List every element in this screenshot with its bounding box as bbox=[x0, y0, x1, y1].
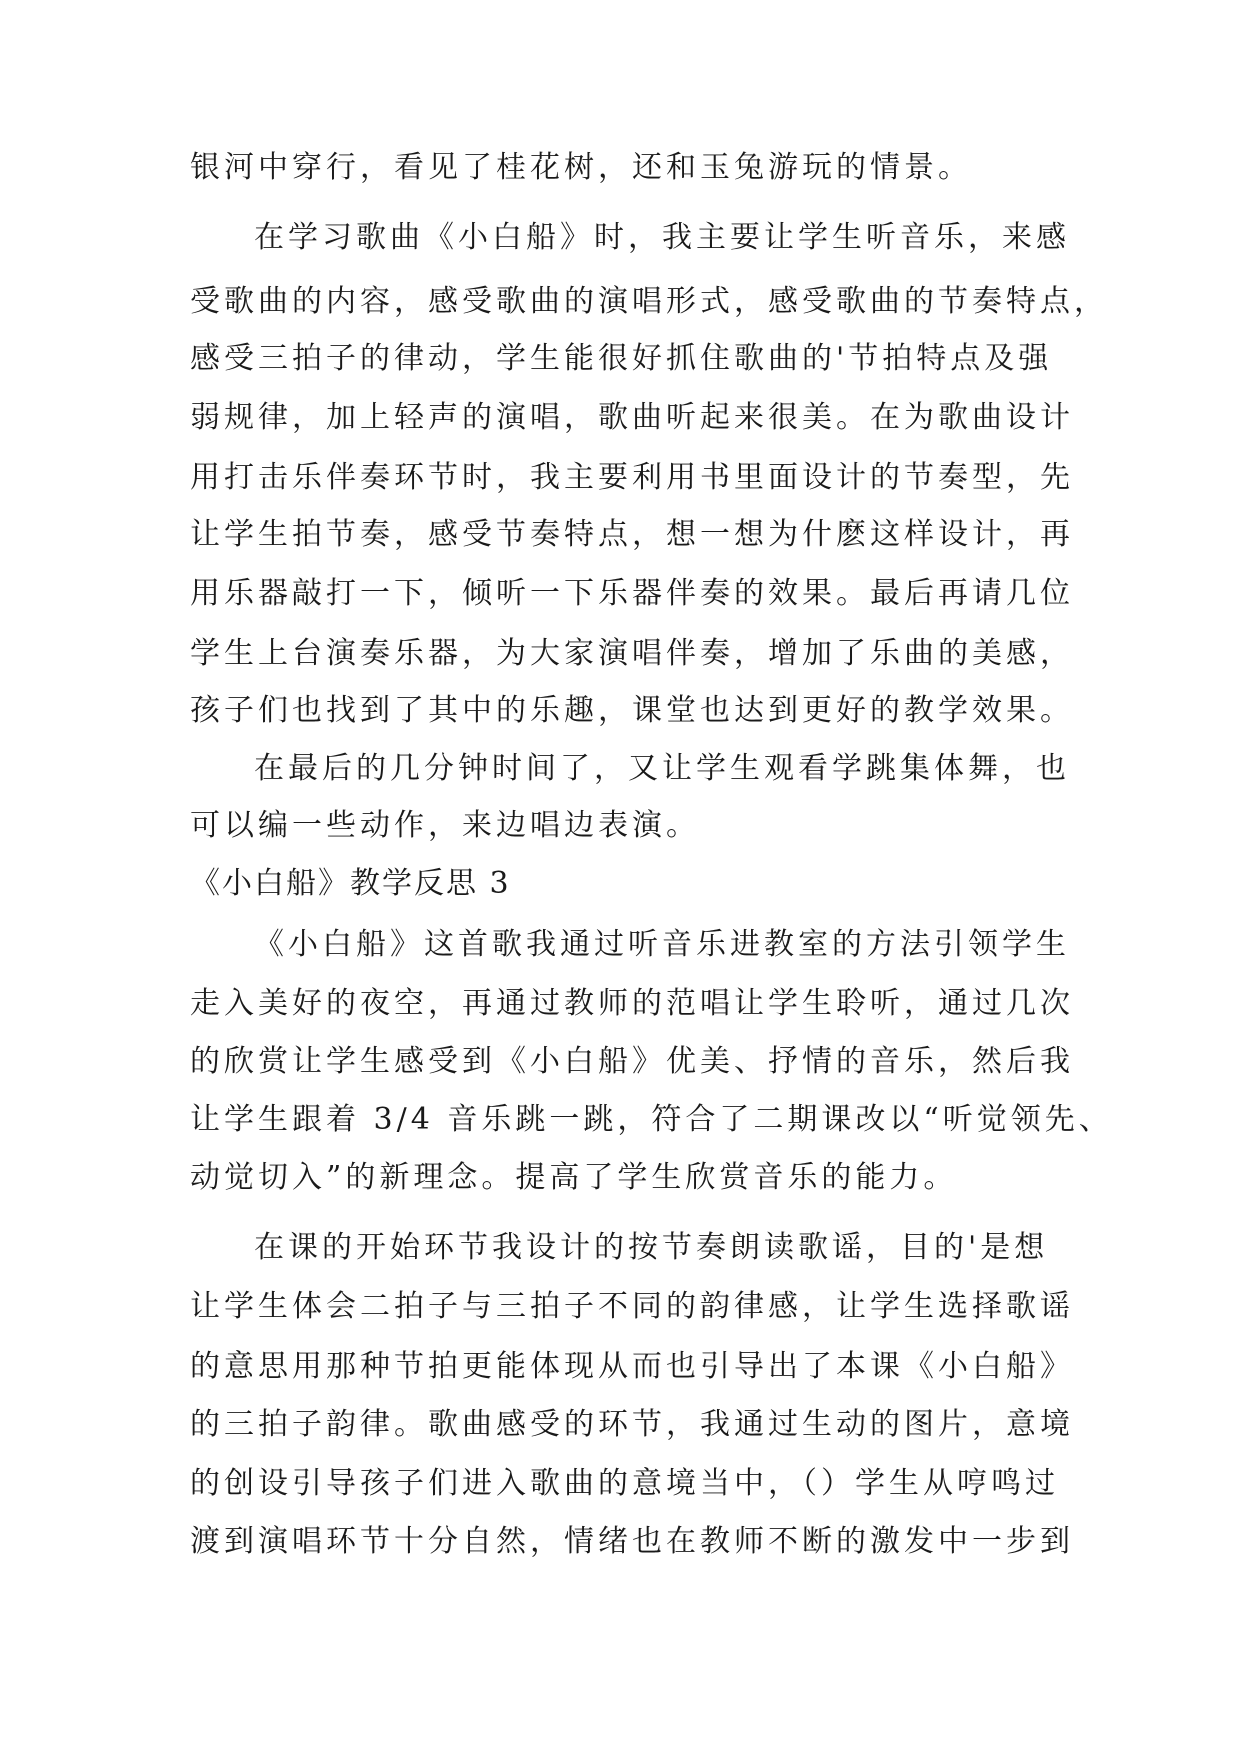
text-line: 让学生跟着 3/4 音乐跳一跳，符合了二期课改以“听觉领先、 bbox=[190, 1102, 1113, 1137]
text-line: 动觉切入”的新理念。提高了学生欣赏音乐的能力。 bbox=[190, 1160, 958, 1195]
text-line: 的意思用那种节拍更能体现从而也引导出了本课《小白船》 bbox=[190, 1349, 1074, 1384]
text-line: 受歌曲的内容，感受歌曲的演唱形式，感受歌曲的节奏特点， bbox=[190, 284, 1108, 319]
text-line: 的创设引导孩子们进入歌曲的意境当中，（）学生从哼鸣过 bbox=[190, 1466, 1059, 1501]
text-line: 银河中穿行，看见了桂花树，还和玉兔游玩的情景。 bbox=[190, 150, 972, 185]
text-line: 孩子们也找到了其中的乐趣，课堂也达到更好的教学效果。 bbox=[190, 693, 1074, 728]
text-line: 学生上台演奏乐器，为大家演唱伴奏，增加了乐曲的美感， bbox=[190, 636, 1074, 671]
section-heading: 《小白船》教学反思 3 bbox=[190, 866, 511, 901]
text-line: 走入美好的夜空，再通过教师的范唱让学生聆听，通过几次 bbox=[190, 986, 1074, 1021]
paragraph-start-line: 在学习歌曲《小白船》时，我主要让学生听音乐，来感 bbox=[254, 220, 1070, 255]
text-line: 感受三拍子的律动，学生能很好抓住歌曲的'节拍特点及强 bbox=[190, 341, 1053, 376]
text-line: 让学生拍节奏，感受节奏特点，想一想为什麽这样设计，再 bbox=[190, 517, 1074, 552]
text-line: 渡到演唱环节十分自然，情绪也在教师不断的激发中一步到 bbox=[190, 1524, 1074, 1559]
text-line: 让学生体会二拍子与三拍子不同的韵律感，让学生选择歌谣 bbox=[190, 1289, 1074, 1324]
text-line: 用乐器敲打一下，倾听一下乐器伴奏的效果。最后再请几位 bbox=[190, 576, 1074, 611]
paragraph-start-line: 在课的开始环节我设计的按节奏朗读歌谣，目的'是想 bbox=[254, 1230, 1049, 1265]
text-line: 的欣赏让学生感受到《小白船》优美、抒情的音乐，然后我 bbox=[190, 1044, 1074, 1079]
paragraph-start-line: 在最后的几分钟时间了，又让学生观看学跳集体舞，也 bbox=[254, 751, 1070, 786]
text-line: 弱规律，加上轻声的演唱，歌曲听起来很美。在为歌曲设计 bbox=[190, 400, 1074, 435]
paragraph-start-line: 《小白船》这首歌我通过听音乐进教室的方法引领学生 bbox=[254, 927, 1070, 962]
text-line: 可以编一些动作，来边唱边表演。 bbox=[190, 808, 700, 843]
text-line: 的三拍子韵律。歌曲感受的环节，我通过生动的图片，意境 bbox=[190, 1407, 1074, 1442]
text-line: 用打击乐伴奏环节时，我主要利用书里面设计的节奏型，先 bbox=[190, 460, 1074, 495]
